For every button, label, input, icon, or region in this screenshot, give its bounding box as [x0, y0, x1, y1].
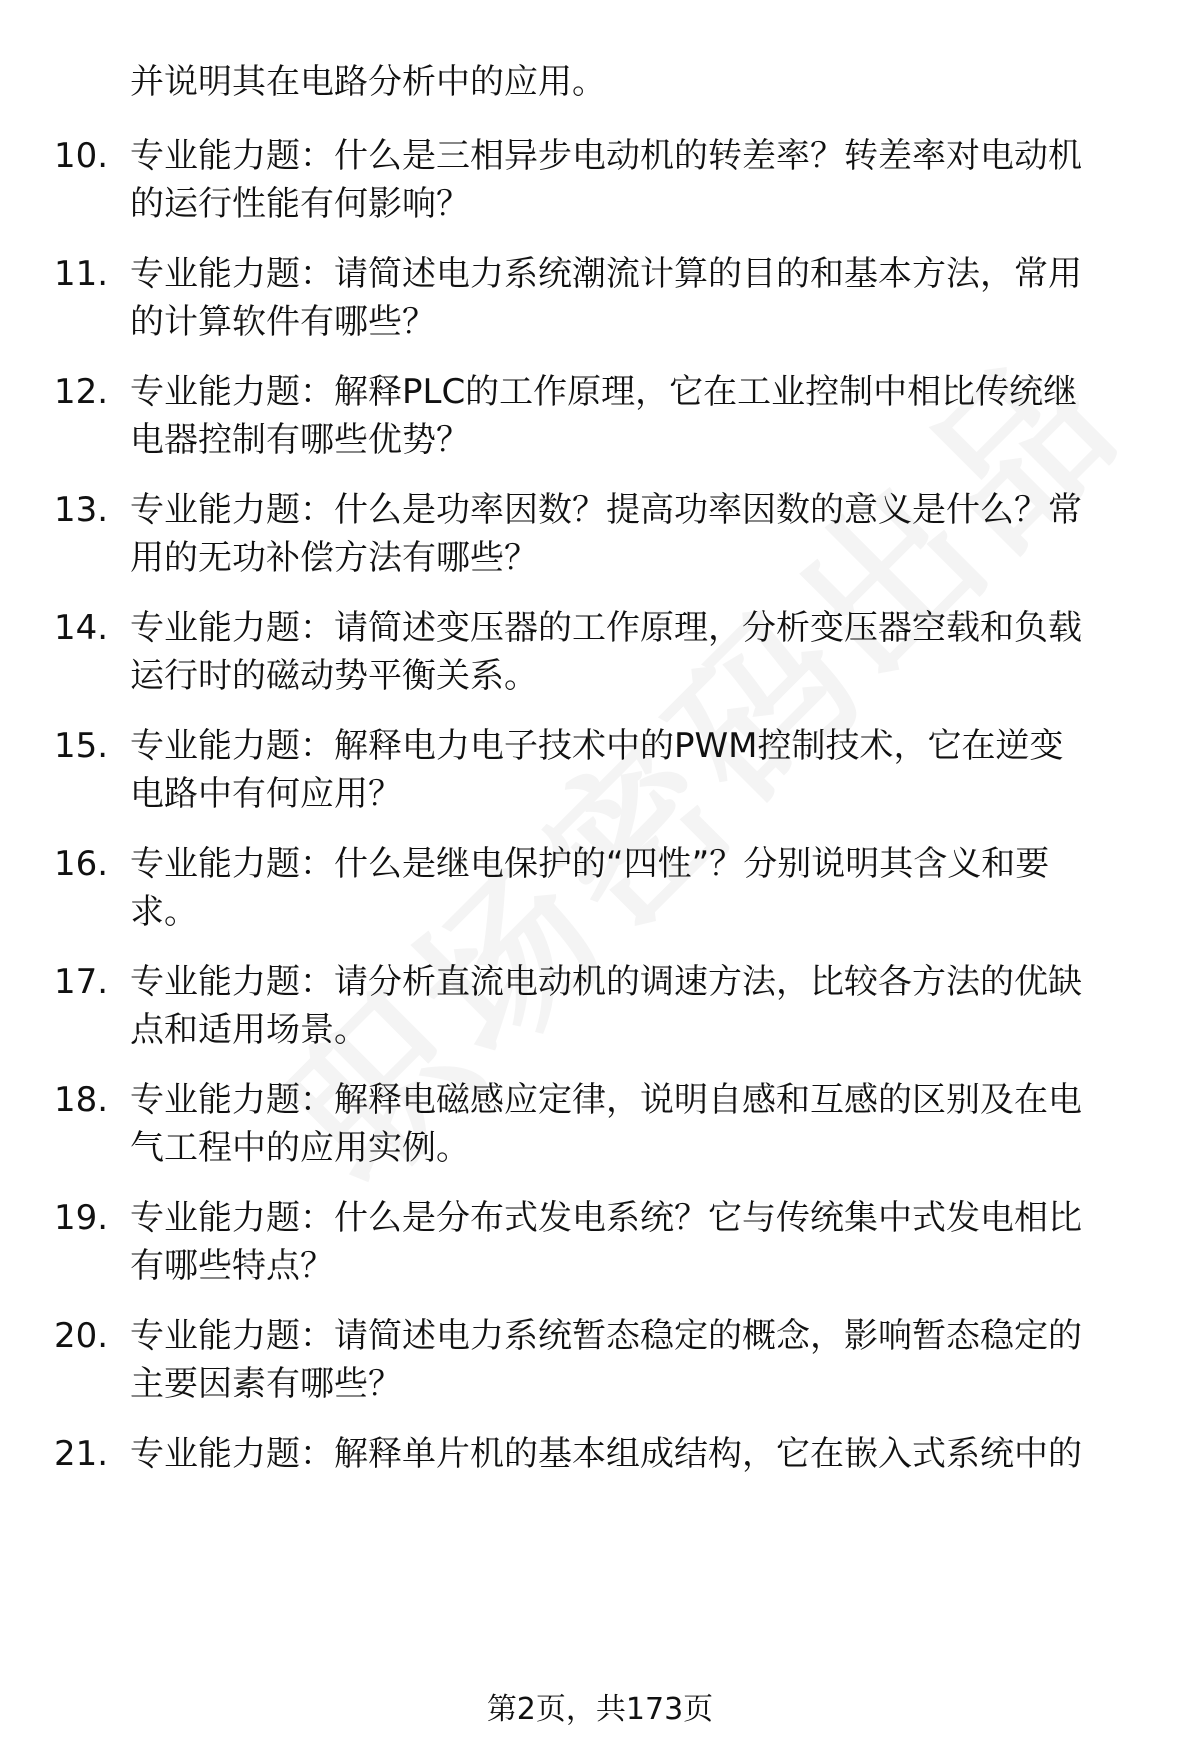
- question-line: 专业能力题：请简述电力系统潮流计算的目的和基本方法，常用: [130, 254, 1082, 294]
- question-line: 运行时的磁动势平衡关系。: [130, 656, 538, 696]
- question-text: [130, 840, 1154, 936]
- question-line: 电器控制有哪些优势？: [130, 420, 470, 460]
- question-line: 专业能力题：什么是三相异步电动机的转差率？转差率对电动机: [130, 136, 1082, 176]
- question-text: [130, 1076, 1154, 1172]
- question-text: [130, 1430, 1154, 1478]
- question-line: 的运行性能有何影响？: [130, 184, 470, 224]
- question-text: [130, 132, 1154, 228]
- question-line: 主要因素有哪些？: [130, 1364, 402, 1404]
- question-line: 专业能力题：请简述变压器的工作原理，分析变压器空载和负载: [130, 608, 1082, 648]
- question-number: 13.: [54, 490, 109, 530]
- question-line: 专业能力题：解释PLC的工作原理，它在工业控制中相比传统继: [130, 372, 1078, 412]
- question-number: 12.: [54, 372, 109, 412]
- question-number: 14.: [54, 608, 109, 648]
- continuation-text: 并说明其在电路分析中的应用。: [130, 62, 606, 102]
- question-line: 专业能力题：什么是分布式发电系统？它与传统集中式发电相比: [130, 1198, 1082, 1238]
- question-number: 11.: [54, 254, 109, 294]
- question-number: 17.: [54, 962, 109, 1002]
- question-number: 21.: [54, 1434, 109, 1474]
- question-number: 19.: [54, 1198, 109, 1238]
- question-text: [130, 1194, 1154, 1290]
- question-line: 求。: [130, 892, 198, 932]
- page-footer: 第2页，共173页: [486, 1692, 714, 1727]
- question-text: [130, 368, 1154, 464]
- question-line: 专业能力题：解释单片机的基本组成结构，它在嵌入式系统中的: [130, 1434, 1082, 1474]
- question-number: 15.: [54, 726, 109, 766]
- question-line: 专业能力题：什么是继电保护的“四性”？分别说明其含义和要: [130, 844, 1050, 884]
- question-line: 专业能力题：解释电磁感应定律，说明自感和互感的区别及在电: [130, 1080, 1082, 1120]
- question-number: 20.: [54, 1316, 109, 1356]
- question-text: [130, 958, 1154, 1054]
- question-text: [130, 722, 1154, 818]
- question-line: 专业能力题：请简述电力系统暂态稳定的概念，影响暂态稳定的: [130, 1316, 1082, 1356]
- question-number: 18.: [54, 1080, 109, 1120]
- question-text: [130, 1312, 1154, 1408]
- question-line: 专业能力题：什么是功率因数？提高功率因数的意义是什么？常: [130, 490, 1082, 530]
- question-line: 有哪些特点？: [130, 1246, 334, 1286]
- question-line: 专业能力题：请分析直流电动机的调速方法，比较各方法的优缺: [130, 962, 1082, 1002]
- question-line: 用的无功补偿方法有哪些？: [130, 538, 538, 578]
- question-number: 16.: [54, 844, 109, 884]
- question-line: 气工程中的应用实例。: [130, 1128, 470, 1168]
- question-line: 的计算软件有哪些？: [130, 302, 436, 342]
- question-line: 专业能力题：解释电力电子技术中的PWM控制技术，它在逆变: [130, 726, 1064, 766]
- question-text: [130, 486, 1154, 582]
- question-text: [130, 604, 1154, 700]
- question-text: [130, 250, 1154, 346]
- question-line: 点和适用场景。: [130, 1010, 368, 1050]
- question-line: 电路中有何应用？: [130, 774, 402, 814]
- question-number: 10.: [54, 136, 109, 176]
